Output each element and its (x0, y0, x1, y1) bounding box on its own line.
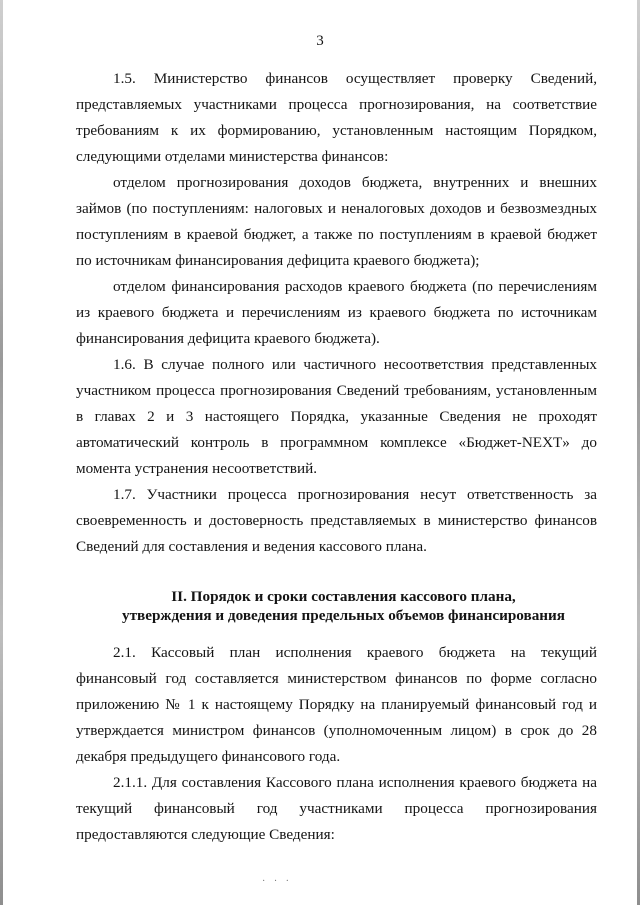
paragraph-revenue-department: отделом прогнозирования доходов бюджета, внутренних и внешних займов (по поступлениям: налоговых и неналоговых доходов и безвозмездных поступлениям в краевой бюджет, а также по поступлениям в краевой бюджет по источникам финансирования дефицита краевого бюджета); (76, 174, 597, 269)
paragraph-2-1: 2.1. Кассовый план исполнения краевого бюджета на текущий финансовый год составляется министерством финансов по форме согласно приложению № 1 к настоящему Порядку на планируемый финансовый год и утверждается министром финансов (уполномоченным лицом) в срок до 28 декабря предыдущего финансового года. (76, 644, 597, 765)
scan-edge-left (0, 0, 3, 905)
section-heading-line-1: II. Порядок и сроки составления кассового плана, (171, 588, 516, 605)
paragraph-2-1-1: 2.1.1. Для составления Кассового плана исполнения краевого бюджета на текущий финансовый год участниками процесса прогнозирования предоставляются следующие Сведения: (76, 774, 597, 843)
document-body (76, 66, 597, 848)
scan-artifact: · · · (262, 876, 292, 887)
section-heading-line-2: утверждения и доведения предельных объемов финансирования (121, 607, 566, 624)
section-spacer (76, 560, 597, 587)
paragraph-1-6: 1.6. В случае полного или частичного несоответствия представленных участником процесса прогнозирования Сведений требованиям, установленным в главах 2 и 3 настоящего Порядка, указанные Сведения не проходят автоматический контроль в программном комплексе «Бюджет-NEXT» до момента устранения несоответствий. (76, 356, 597, 477)
paragraph-1-5: 1.5. Министерство финансов осуществляет проверку Сведений, представляемых участниками процесса прогнозирования, на соответствие требованиям к их формированию, установленным настоящим Порядком, следующими отделами министерства финансов: (76, 70, 597, 165)
page-number: 3 (316, 33, 324, 49)
section-spacer (76, 625, 597, 640)
paragraph-expenditure-department: отделом финансирования расходов краевого бюджета (по перечислениям из краевого бюджета и перечислениям из краевого бюджета по источникам финансирования дефицита краевого бюджета). (76, 278, 597, 347)
paragraph-1-7: 1.7. Участники процесса прогнозирования несут ответственность за своевременность и достоверность представляемых в министерство финансов Сведений для составления и ведения кассового плана. (76, 486, 597, 555)
